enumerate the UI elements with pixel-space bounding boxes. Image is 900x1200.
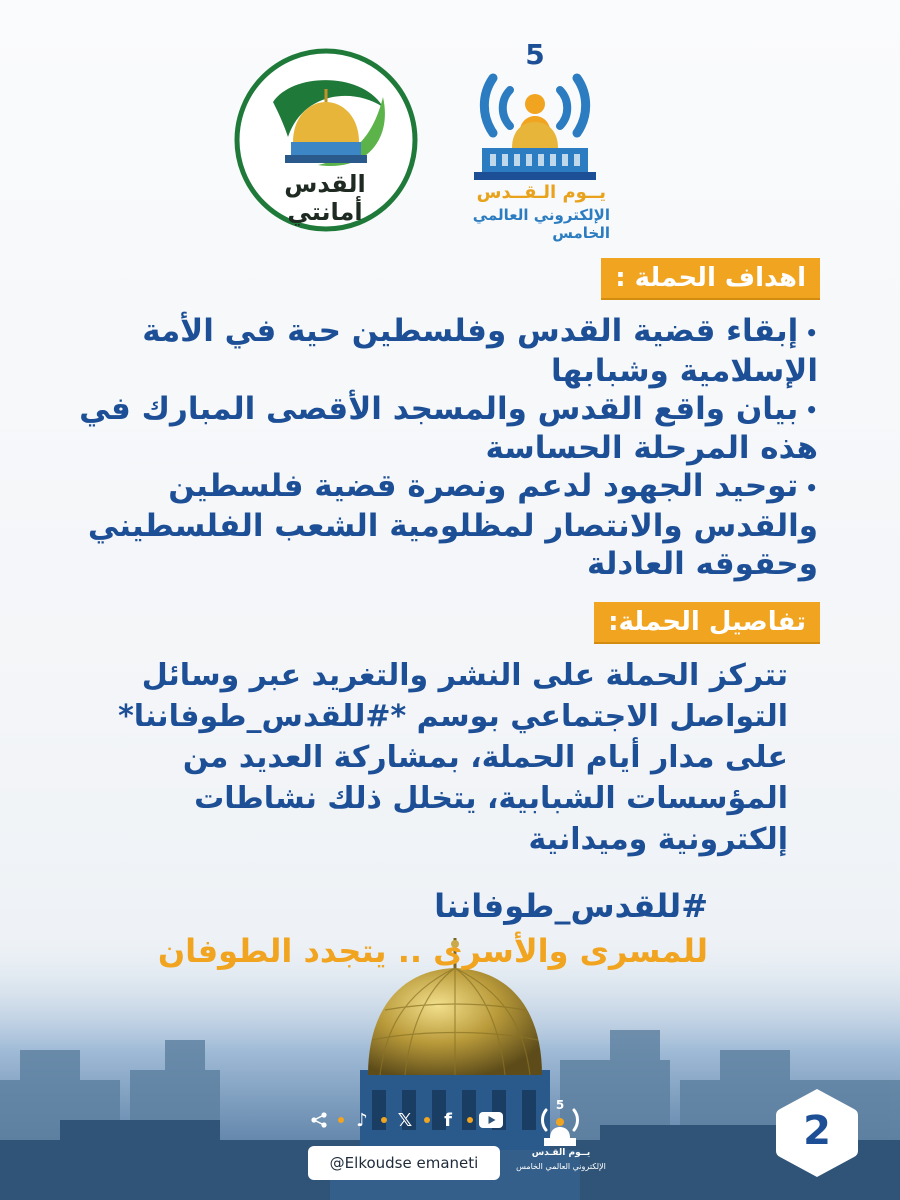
social-icons-row — [306, 1103, 504, 1137]
quds-day-number: 5 — [525, 38, 545, 71]
goal-item: • إبقاء قضية القدس وفلسطين حية في الأمة الإسلامية وشبابها — [58, 312, 818, 390]
separator-dot — [381, 1117, 387, 1123]
x-icon[interactable]: 𝕏 — [397, 1109, 413, 1131]
social-handle[interactable]: @Elkoudse emaneti — [308, 1146, 500, 1180]
amanati-logo-text: القدس أمانتي — [284, 170, 366, 226]
goal-item: • بيان واقع القدس والمسجد الأقصى المبارك في هذه المرحلة الحساسة — [58, 390, 818, 468]
campaign-slogan: للمسرى والأسرى .. يتجدد الطوفان — [157, 932, 708, 970]
separator-dot — [424, 1117, 430, 1123]
youtube-icon[interactable] — [478, 1107, 504, 1133]
separator-dot — [467, 1117, 473, 1123]
goals-heading: اهداف الحملة : — [601, 258, 820, 298]
mini-logo-subtitle: الإلكتروني العالمي الخامس — [516, 1162, 606, 1171]
goal-item: • توحيد الجهود لدعم ونصرة قضية فلسطين والقدس والانتصار لمظلومية الشعب الفلسطيني وحقوقه العادلة — [58, 467, 818, 583]
campaign-hashtag: #للقدس_طوفاننا — [434, 887, 708, 925]
page-number: 2 — [803, 1108, 831, 1154]
quds-day-title: يــوم الـقــدس — [476, 182, 606, 203]
mini-logo-title: يــوم القـدس — [531, 1148, 591, 1158]
details-text: تتركز الحملة على النشر والتغريد عبر وسائل التواصل الاجتماعي بوسم *#للقدس_طوفاننا* على مدار أيام الحملة، بمشاركة العديد من المؤسسات الشبابية، يتخلل ذلك نشاطات إلكترونية وميدانية — [118, 658, 788, 857]
tiktok-icon[interactable]: ♪ — [356, 1109, 368, 1131]
separator-dot — [338, 1117, 344, 1123]
facebook-icon[interactable]: f — [444, 1109, 452, 1131]
quds-day-subtitle: الإلكتروني العالمي الخامس — [472, 206, 610, 242]
goals-list — [58, 312, 818, 583]
mini-logo-number: 5 — [555, 1098, 565, 1112]
share-icon[interactable] — [306, 1107, 332, 1133]
details-heading: تفاصيل الحملة: — [594, 602, 820, 642]
